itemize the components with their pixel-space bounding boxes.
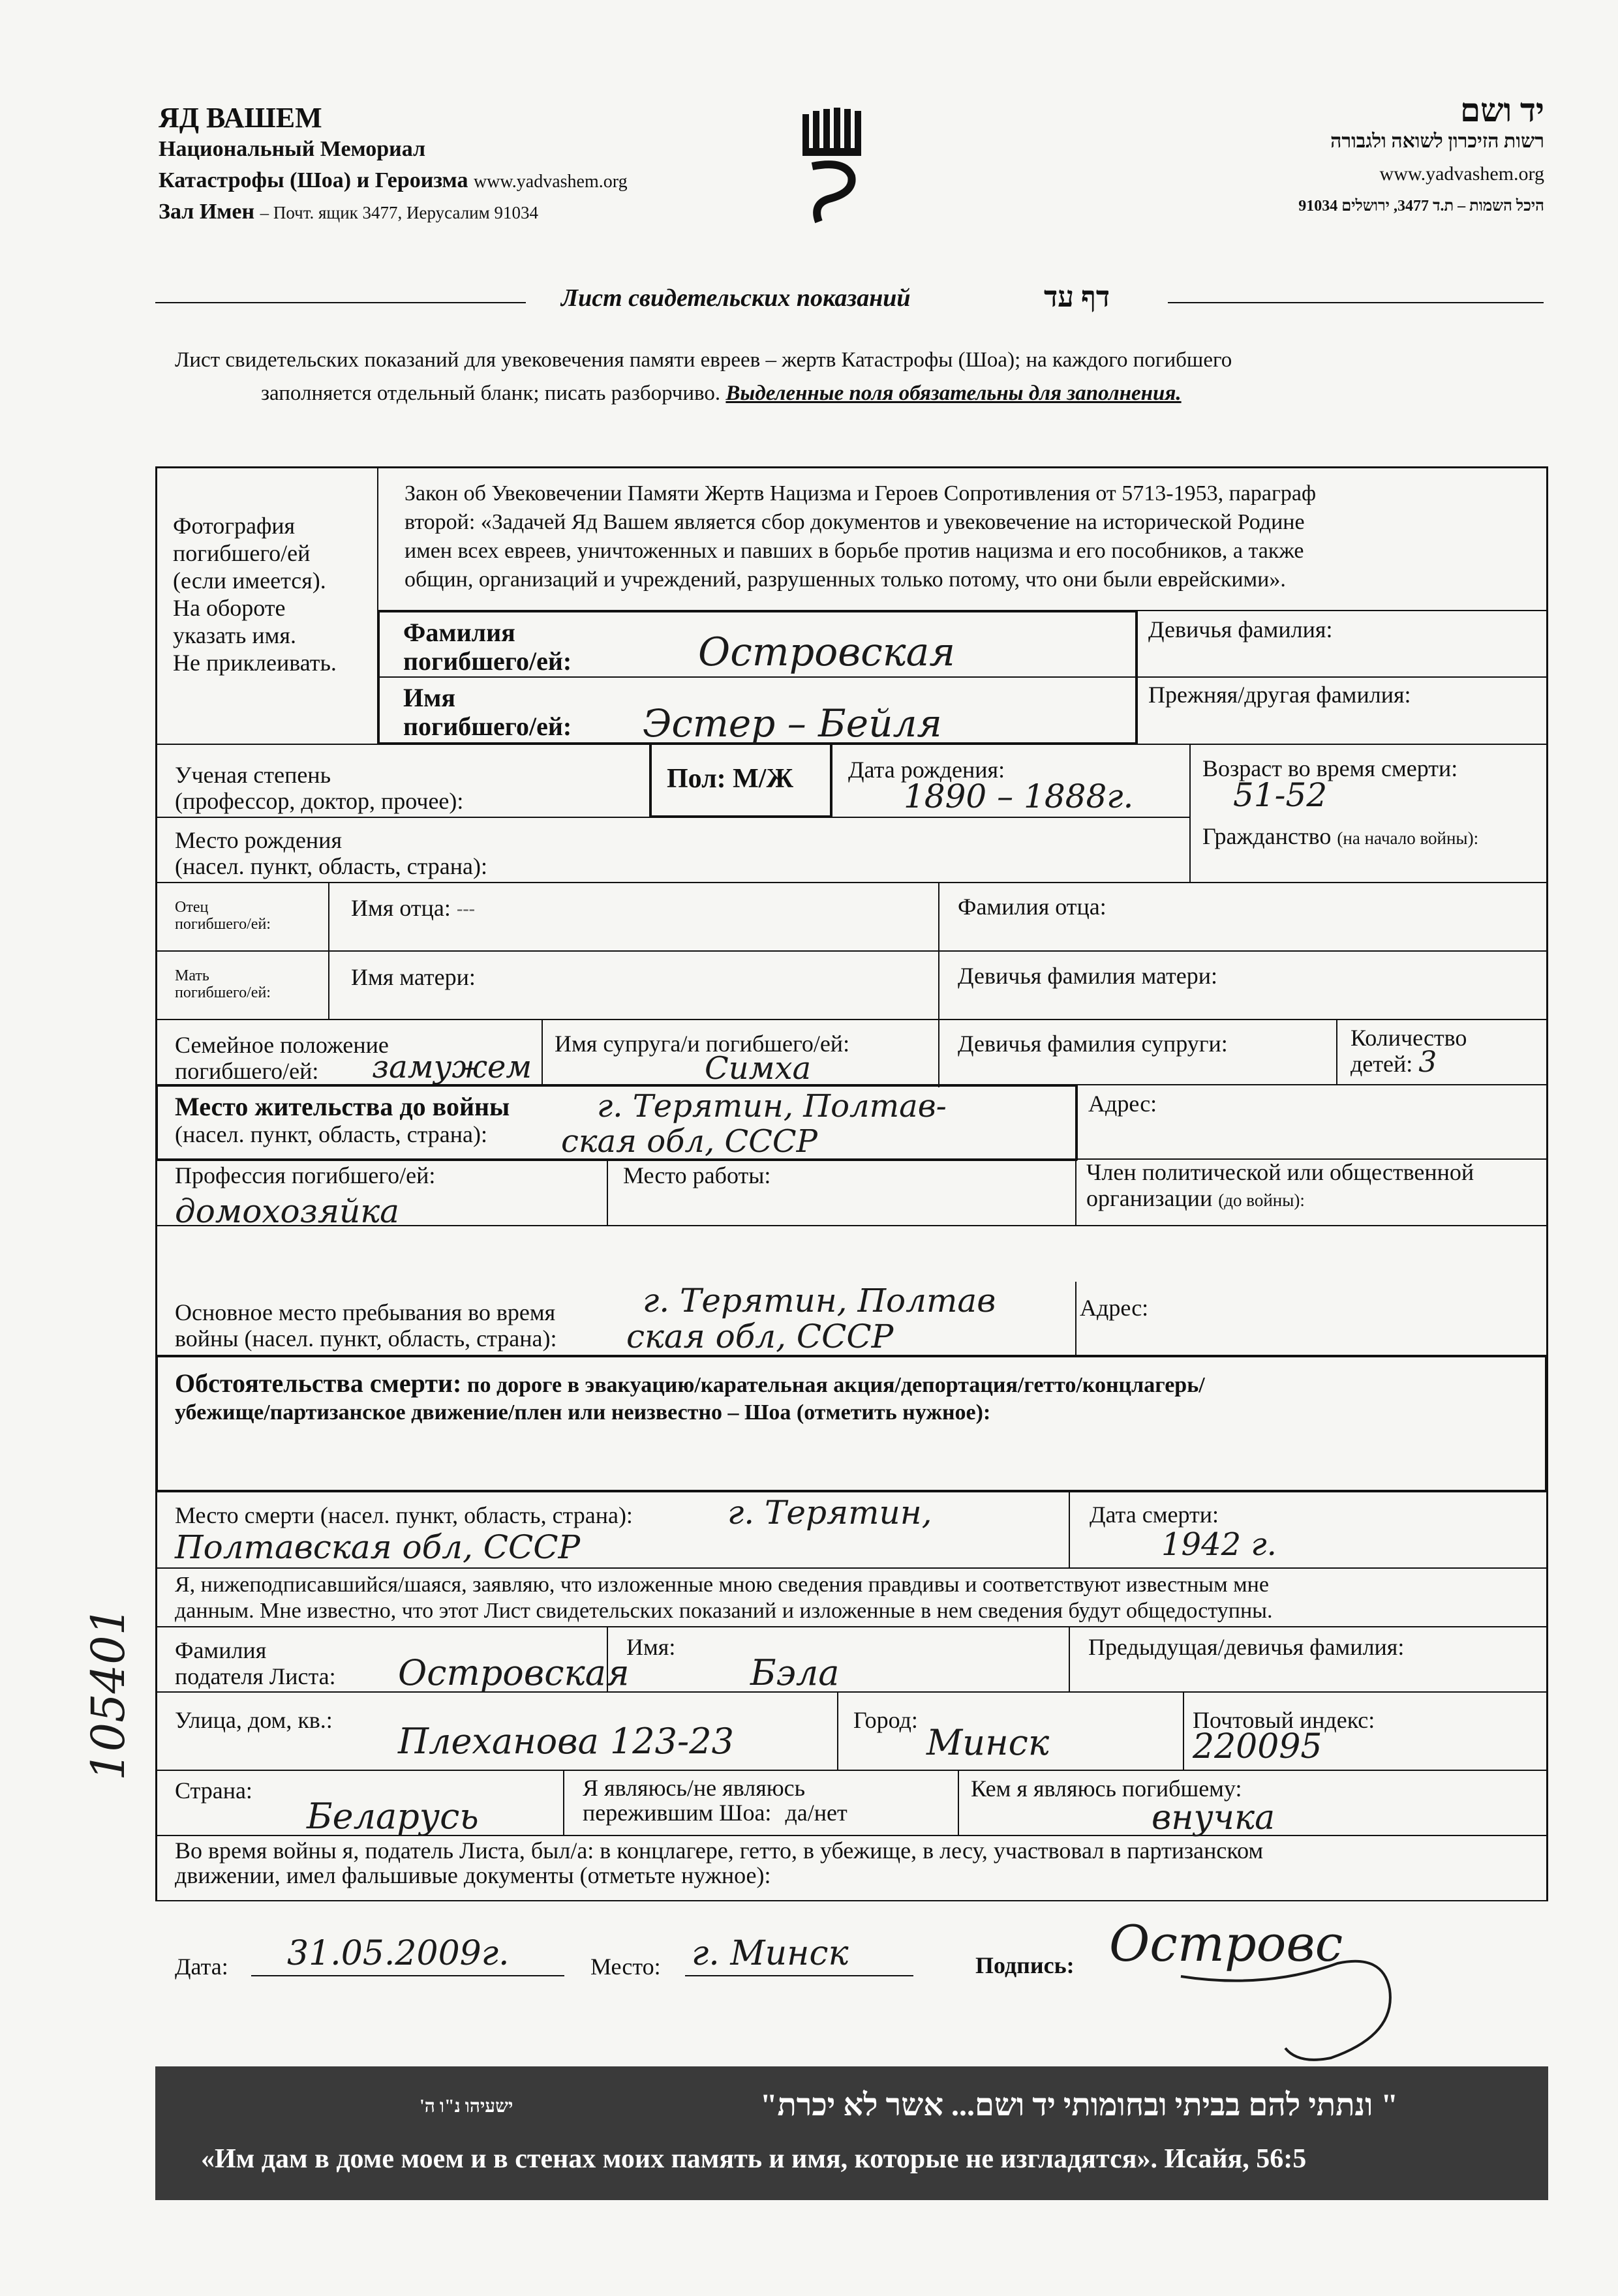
footer-he-quote: " ונתתי להם בביתי ובחומותי יד ושם... אשר לא יכרת" (759, 2088, 1398, 2122)
children-label-2: детей: (1351, 1051, 1413, 1077)
death-place-value-1[interactable]: г. Терятин, (727, 1494, 932, 1532)
victim-surname-value[interactable]: Островская (698, 629, 956, 675)
ru-address: – Почт. ящик 3477, Иерусалим 91034 (260, 203, 538, 222)
wartime-label-1: Основное место пребывания во время (175, 1299, 556, 1325)
law-l4: общин, организаций и учреждений, разрушенных только потому, что они были еврейскими». (404, 567, 1286, 592)
date-value[interactable]: 31.05.2009г. (287, 1934, 510, 1973)
wartime-label-2: войны (насел. пункт, область, страна): (175, 1325, 557, 1352)
country-label: Страна: (175, 1777, 252, 1804)
father-name-value[interactable]: --- (457, 899, 475, 919)
war-experience-label (175, 1838, 1263, 1888)
mother-side-label (175, 967, 271, 1001)
victim-surname-label-2: погибшего/ей: (403, 646, 572, 676)
spouse-label: Имя супруга/и погибшего/ей: (555, 1031, 850, 1057)
profession-value[interactable]: домохозяйка (175, 1192, 399, 1230)
degree-label-2: (профессор, доктор, прочее): (175, 788, 464, 814)
children-label-1: Количество (1351, 1025, 1467, 1051)
children-label (1351, 1025, 1467, 1079)
photo-box-l3: (если имеется). (173, 567, 326, 594)
survivor-options[interactable]: да/нет (785, 1800, 847, 1826)
citizenship-label (1202, 823, 1478, 849)
father-name-label: Имя отца: (351, 895, 451, 921)
survivor-line2 (583, 1800, 847, 1825)
victim-name-label-2: погибшего/ей: (403, 712, 572, 741)
date-label: Дата: (175, 1954, 228, 1980)
intro-line2-text: заполняется отдельный бланк; писать разборчиво. (261, 382, 721, 405)
mother-name-label: Имя матери: (351, 964, 476, 990)
victim-name-label-1: Имя (403, 683, 455, 712)
photo-box-l1: Фотография (173, 513, 296, 539)
father-surname-label: Фамилия отца: (958, 894, 1107, 920)
residence-address-label: Адрес: (1088, 1091, 1157, 1117)
submitter-surname-label (175, 1637, 336, 1689)
age-label: Возраст во время смерти: (1202, 755, 1458, 781)
degree-label-1: Ученая степень (175, 762, 331, 788)
title-rule-left (155, 302, 526, 303)
submitter-surname-value[interactable]: Островская (398, 1652, 630, 1693)
member-label-1: Член политической или общественной (1086, 1159, 1474, 1185)
hall-of-names: Зал Имен (159, 200, 255, 224)
wartime-value-2[interactable]: ская обл, СССР (626, 1318, 894, 1355)
zip-value[interactable]: 220095 (1193, 1727, 1322, 1766)
he-address: היכל השמות – ת.ד 3477, ירושלים 91034 (1298, 198, 1544, 215)
mother-side-1: Мать (175, 967, 209, 984)
circumstances-label-bold: Обстоятельства смерти: (175, 1368, 462, 1398)
death-place-label: Место смерти (насел. пункт, область, страна): (175, 1502, 633, 1528)
photo-box-label (173, 512, 337, 676)
residence-label (175, 1093, 510, 1147)
declaration-l1: Я, нижеподписавшийся/шаяся, заявляю, что изложенные мною сведения правдивы и соответствуют известным мне (175, 1573, 1269, 1597)
children-value[interactable]: 3 (1418, 1046, 1437, 1079)
footer-banner (155, 2066, 1548, 2200)
circumstances-label-2: убежище/партизанское движение/плен или неизвестно – Шоа (отметить нужное): (175, 1400, 991, 1425)
spouse-maiden-label: Девичья фамилия супруги: (958, 1031, 1228, 1057)
street-value[interactable]: Плеханова 123-23 (398, 1721, 734, 1762)
circumstances-label-rest: по дороге в эвакуацию/карательная акция/депортация/гетто/концлагерь/ (466, 1373, 1205, 1397)
sex-label[interactable]: Пол: М/Ж (667, 764, 794, 794)
margin-number: 105401 (82, 1606, 135, 1781)
street-label: Улица, дом, кв.: (175, 1707, 333, 1733)
submitter-surname-label-1: Фамилия (175, 1637, 267, 1663)
war-experience-label-1: Во время войны я, податель Листа, был/а: в концлагере, гетто, в убежище, в лесу, участвовал в партизанском (175, 1837, 1264, 1864)
form-title-he: דף עד (1044, 281, 1110, 313)
signature-flourish-icon (1168, 1950, 1403, 2068)
country-value[interactable]: Беларусь (307, 1796, 479, 1837)
place-label: Место: (590, 1954, 661, 1980)
death-date-value[interactable]: 1942 г. (1161, 1526, 1277, 1563)
marital-label (175, 1032, 389, 1084)
intro-required-note: Выделенные поля обязательны для заполнения. (725, 382, 1182, 405)
survivor-label-2: пережившим Шоа: (583, 1800, 772, 1826)
war-experience-label-2: движении, имел фальшивые документы (отметьте нужное): (175, 1862, 771, 1888)
residence-value-2[interactable]: ская обл, СССР (561, 1123, 817, 1160)
spouse-value[interactable]: Симха (705, 1050, 812, 1087)
org-ru-line4 (159, 200, 538, 224)
age-value[interactable]: 51-52 (1233, 776, 1328, 814)
survivor-label-1: Я являюсь/не являюсь (583, 1775, 806, 1801)
website-left: www.yadvashem.org (473, 172, 628, 192)
death-place-value-2[interactable]: Полтавская обл, СССР (175, 1528, 581, 1566)
wartime-label (175, 1299, 557, 1352)
children-line2 (1351, 1046, 1467, 1079)
residence-label-1: Место жительства до войны (175, 1092, 510, 1121)
law-l1: Закон об Увековечении Памяти Жертв Нацизма и Героев Сопротивления от 5713-1953, параграф (404, 481, 1317, 506)
circumstances-line1 (175, 1370, 1205, 1399)
father-side-label (175, 899, 271, 933)
law-l2: второй: «Задачей Яд Вашем является сбор документов и увековечение на исторической Родине (404, 510, 1305, 534)
submitter-name-label: Имя: (626, 1634, 676, 1660)
submitter-surname-label-2: подателя Листа: (175, 1663, 336, 1689)
intro-line2 (261, 380, 1182, 406)
relation-value[interactable]: внучка (1152, 1798, 1275, 1837)
footer-ru-quote: «Им дам в доме моем и в стенах моих память и имя, которые не изгладятся». Исайя, 56:5 (201, 2144, 1307, 2174)
signature-label: Подпись: (975, 1952, 1075, 1978)
mother-side-2: погибшего/ей: (175, 984, 271, 1001)
birthplace-label-2: (насел. пункт, область, страна): (175, 853, 488, 879)
footer-he-ref: ישעיהו נ"ו ה' (420, 2096, 513, 2117)
citizenship-label-text: Гражданство (1202, 823, 1332, 849)
profession-label: Профессия погибшего/ей: (175, 1162, 436, 1188)
residence-label-2: (насел. пункт, область, страна): (175, 1121, 488, 1147)
member-line2 (1086, 1185, 1474, 1211)
zip-label: Почтовый индекс: (1193, 1707, 1375, 1733)
residence-value-1[interactable]: г. Терятин, Полтав- (597, 1088, 947, 1125)
law-text (404, 479, 1316, 594)
city-label: Город: (853, 1707, 918, 1733)
marital-label-2: погибшего/ей: (175, 1058, 319, 1084)
citizenship-note: (на начало войны): (1337, 828, 1479, 848)
org-he-title: יד ושם (1459, 92, 1544, 128)
photo-box-l5: указать имя. (173, 622, 296, 648)
place-underline (685, 1975, 913, 1976)
yad-vashem-logo-icon (799, 108, 871, 228)
website-right: www.yadvashem.org (1379, 163, 1544, 185)
victim-surname-label (403, 618, 572, 676)
circumstances-label (175, 1370, 1205, 1427)
wartime-address-label: Адрес: (1080, 1295, 1149, 1321)
relation-label: Кем я являюсь погибшему: (971, 1775, 1242, 1802)
dob-label: Дата рождения: (848, 757, 1005, 783)
victim-name-label (403, 684, 572, 741)
intro-line1: Лист свидетельских показаний для увековечения памяти евреев – жертв Катастрофы (Шоа); на каждого погибшего (175, 348, 1232, 372)
marital-value[interactable]: замужем (372, 1049, 532, 1085)
victim-prev-surname-label: Прежняя/другая фамилия: (1148, 682, 1411, 708)
submitter-name-value[interactable]: Бэла (750, 1652, 840, 1693)
birthplace-label-1: Место рождения (175, 827, 343, 853)
form-title-ru: Лист свидетельских показаний (561, 284, 911, 312)
wartime-value-1[interactable]: г. Терятин, Полтав (643, 1282, 996, 1320)
org-ru-title: ЯД ВАШЕМ (159, 102, 322, 134)
declaration-text (175, 1572, 1273, 1624)
mother-maiden-label: Девичья фамилия матери: (958, 963, 1218, 989)
photo-box-l2: погибшего/ей (173, 540, 311, 566)
title-rule-right (1168, 302, 1544, 303)
victim-name-value[interactable]: Эстер – Бейля (643, 701, 942, 746)
declaration-l2: данным. Мне известно, что этот Лист свидетельских показаний и изложенные в нем сведения будут общедоступны. (175, 1599, 1273, 1623)
member-label (1086, 1159, 1474, 1211)
photo-box-l6: Не приклеивать. (173, 650, 337, 676)
degree-label (175, 762, 463, 814)
photo-box-l4: На обороте (173, 595, 286, 621)
victim-surname-label-1: Фамилия (403, 618, 515, 647)
dob-value[interactable]: 1890 – 1888г. (904, 778, 1134, 815)
date-underline (251, 1975, 564, 1976)
member-label-2: организации (1086, 1185, 1213, 1211)
member-note: (до войны): (1218, 1190, 1305, 1210)
father-side-1: Отец (175, 899, 209, 916)
victim-maiden-label: Девичья фамилия: (1148, 616, 1333, 642)
workplace-label: Место работы: (623, 1162, 771, 1188)
org-ru-line3 (159, 168, 628, 193)
death-date-label: Дата смерти: (1090, 1502, 1219, 1528)
survivor-label (583, 1775, 847, 1825)
org-he-subtitle: רשות הזיכרון לשואה ולגבורה (1330, 130, 1544, 152)
father-side-2: погибшего/ей: (175, 916, 271, 933)
submitter-prev-label: Предыдущая/девичья фамилия: (1088, 1634, 1405, 1660)
law-l3: имен всех евреев, уничтоженных и павших в борьбе против нацизма и его пособников, а также (404, 539, 1304, 563)
signature-value[interactable]: Островс (1109, 1914, 1343, 1972)
place-value[interactable]: г. Минск (692, 1934, 849, 1973)
marital-label-1: Семейное положение (175, 1032, 389, 1058)
birthplace-label (175, 827, 487, 879)
city-value[interactable]: Минск (926, 1722, 1050, 1763)
org-ru-line3-text: Катастрофы (Шоа) и Героизма (159, 168, 468, 192)
org-ru-line2: Национальный Мемориал (159, 137, 426, 161)
